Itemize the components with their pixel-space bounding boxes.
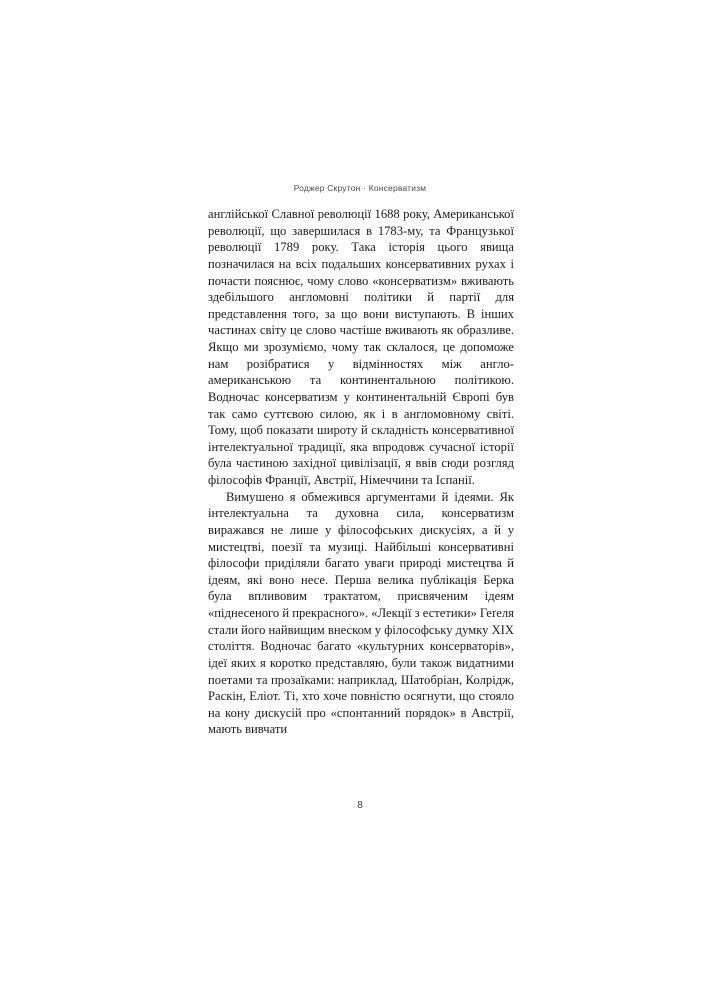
running-header: Роджер Скрутон · Консерватизм xyxy=(293,183,427,193)
paragraph-1: англійської Славної революції 1688 року, Американської революції, що завершилася в 1783-му, та Французької революції 1789 року. Така історія цього явища позначилася на всіх подальших консервативних рухах і почасти пояснює, чому слово «консерватизм» вживають здебільшого англомовні політики й партії для представлення того, за що вони виступають. В інших частинах світу це слово частіше вживають як образливе. Якщо ми зрозуміємо, чому так склалося, це допоможе нам розібратися у відмінностях між англо-американською та континентальною політикою. Водночас консерватизм у континентальній Європі був так само суттєвою силою, як і в англомовному світі. Тому, щоб показати широту й складність консервативної інтелектуальної традиції, яка впродовж сучасної історії була частиною західної цивілізації, я ввів сюди розгляд філософів Франції, Австрії, Німеччини та Іспанії. xyxy=(208,207,514,487)
body-text-block xyxy=(208,206,514,738)
page-number: 8 xyxy=(357,800,363,811)
paragraph-2: Вимушено я обмежився аргументами й ідеями. Як інтелектуальна та духовна сила, консерватизм виражався не лише у філософських дискусіях, а й у мистецтві, поезії та музиці. Найбільші консервативні філософи приділяли багато уваги природі мистецтва й ідеям, які воно несе. Перша велика публікація Берка була впливовим трактатом, присвяченим ідеям «піднесеного й прекрасного». «Лекції з естетики» Геґеля стали його найвищим внеском у філософську думку XIX століття. Водночас багато «культурних консерваторів», ідеї яких я коротко представляю, були також видатними поетами та прозаїками: наприклад, Шатобріан, Колрідж, Раскін, Еліот. Ті, хто хоче повністю осягнути, що стояло на кону дискусій про «спонтанний порядок» в Австрії, мають вивчати xyxy=(208,489,514,737)
